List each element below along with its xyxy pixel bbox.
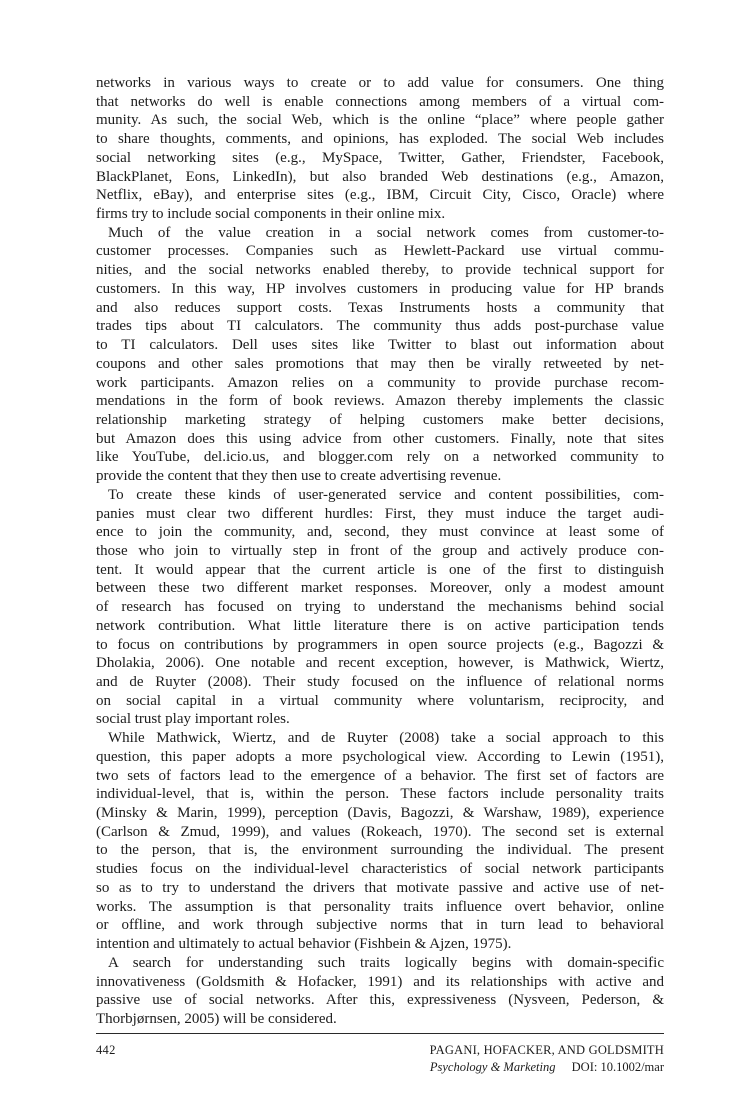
text-line: and also reduces support costs. Texas Instruments hosts a community that	[96, 299, 664, 316]
text-line: to focus on contributions by programmers in open source projects (e.g., Bagozzi &	[96, 636, 664, 653]
page-footer	[96, 1033, 664, 1076]
text-line: Thorbjørnsen, 2005) will be considered.	[96, 1010, 337, 1027]
text-line: trades tips about TI calculators. The community thus adds post-purchase value	[96, 318, 664, 335]
text-line: those who join to virtually step in front of the group and actively produce con-	[96, 542, 664, 559]
text-line: social networking sites (e.g., MySpace, Twitter, Gather, Friendster, Facebook,	[96, 149, 664, 166]
text-line: and de Ruyter (2008). Their study focused on the influence of relational norms	[96, 674, 664, 690]
text-line: social trust play important roles.	[96, 711, 290, 728]
paragraph	[96, 729, 664, 954]
text-line: Dholakia, 2006). One notable and recent exception, however, is Mathwick, Wiertz,	[96, 655, 664, 672]
text-line: provide the content that they then use to create advertising revenue.	[96, 468, 502, 485]
text-line: panies must clear two different hurdles: First, they must induce the target audi-	[96, 505, 664, 522]
footer-divider	[96, 1033, 664, 1034]
text-line: question, this paper adopts a more psychological view. According to Lewin (1951),	[96, 748, 664, 765]
text-line: Netflix, eBay), and enterprise sites (e.g., IBM, Circuit City, Cisco, Oracle) where	[96, 187, 664, 204]
text-line: munity. As such, the social Web, which is the online “place” where people gather	[96, 112, 664, 129]
text-line: (Minsky & Marin, 1999), perception (Davis, Bagozzi, & Warshaw, 1989), experience	[96, 805, 664, 822]
text-line: tent. It would appear that the current article is one of the first to distinguish	[96, 561, 664, 578]
text-line: customers. In this way, HP involves customers in producing value for HP brands	[96, 280, 664, 297]
text-line: work participants. Amazon relies on a community to provide purchase recom-	[96, 374, 664, 391]
text-line: of research has focused on trying to understand the mechanisms behind social	[96, 599, 664, 616]
text-line: A search for understanding such traits logically begins with domain-specific	[108, 954, 664, 971]
text-line: or offline, and work through subjective norms that in turn lead to behavioral	[96, 917, 664, 934]
text-line: coupons and other sales promotions that may then be virally retweeted by net-	[96, 355, 664, 372]
text-line: customer processes. Companies such as Hewlett-Packard use virtual commu-	[96, 243, 664, 260]
text-line: To create these kinds of user-generated service and content possibilities, com-	[108, 486, 664, 503]
text-line: nities, and the social networks enabled thereby, to provide technical support for	[96, 262, 664, 279]
text-line: between these two different market responses. Moreover, only a modest amount	[96, 580, 664, 597]
text-line: mendations in the form of book reviews. Amazon thereby implements the classic	[96, 393, 664, 410]
text-line: passive use of social networks. After this, expressiveness (Nysveen, Pederson, &	[96, 992, 664, 1009]
text-line: ence to join the community, and, second, they must convince at least some of	[96, 524, 664, 541]
text-line: relationship marketing strategy of helping customers make better decisions,	[96, 411, 664, 428]
journal-title: Psychology & Marketing	[429, 1060, 556, 1074]
text-line: but Amazon does this using advice from other customers. Finally, note that sites	[96, 430, 664, 447]
paragraph	[96, 954, 664, 1029]
text-line: to the person, that is, the environment surrounding the individual. The present	[96, 842, 664, 859]
text-line: to TI calculators. Dell uses sites like Twitter to blast out information about	[96, 337, 664, 354]
text-line: BlackPlanet, Eons, LinkedIn), but also branded Web destinations (e.g., Amazon,	[96, 168, 664, 185]
footer-row	[96, 1042, 664, 1076]
text-line: networks in various ways to create or to add value for consumers. One thing	[96, 75, 664, 91]
footer-right-block	[430, 1042, 664, 1076]
text-line: (Carlson & Zmud, 1999), and values (Rokeach, 1970). The second set is external	[96, 823, 664, 840]
paragraph	[96, 224, 664, 486]
text-line: intention and ultimately to actual behavior (Fishbein & Ajzen, 1975).	[96, 936, 512, 953]
text-line: firms try to include social components in their online mix.	[96, 206, 446, 223]
text-line: works. The assumption is that personality traits influence overt behavior, online	[96, 898, 664, 915]
text-line: While Mathwick, Wiertz, and de Ruyter (2008) take a social approach to this	[108, 730, 664, 747]
text-line: so as to try to understand the drivers that motivate passive and active use of net-	[96, 879, 664, 896]
text-line: studies focus on the individual-level characteristics of social network participants	[96, 861, 664, 878]
article-body	[96, 74, 664, 1029]
text-line: like YouTube, del.icio.us, and blogger.com rely on a networked community to	[96, 449, 664, 466]
text-line: to share thoughts, comments, and opinions, has exploded. The social Web includes	[96, 131, 664, 148]
paragraph	[96, 486, 664, 729]
text-line: innovativeness (Goldsmith & Hofacker, 1991) and its relationships with active and	[96, 973, 664, 990]
doi-text: DOI: 10.1002/mar	[571, 1060, 664, 1074]
text-line: Much of the value creation in a social network comes from customer-to-	[108, 224, 664, 241]
running-head: PAGANI, HOFACKER, AND GOLDSMITH	[429, 1043, 664, 1057]
paragraph	[96, 74, 664, 224]
journal-doi-line	[430, 1059, 664, 1076]
page-number: 442	[96, 1043, 116, 1057]
text-line: network contribution. What little literature there is on active participation tends	[96, 617, 664, 634]
text-line: two sets of factors lead to the emergence of a behavior. The first set of factors are	[96, 767, 664, 784]
text-line: individual-level, that is, within the person. These factors include personality traits	[96, 786, 664, 803]
text-line: that networks do well is enable connections among members of a virtual com-	[96, 93, 664, 110]
text-line: on social capital in a virtual community where voluntarism, reciprocity, and	[96, 692, 664, 709]
